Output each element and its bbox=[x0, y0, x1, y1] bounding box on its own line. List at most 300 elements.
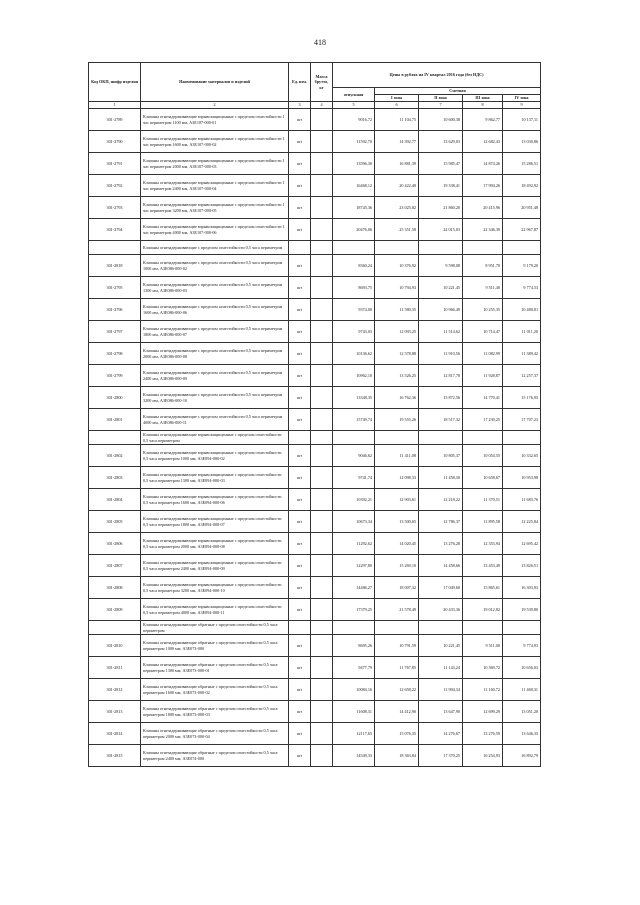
name-cell: Клапаны огнезадерживающие взрывозащищенные с пределом огнестойкости 1 час периметром 2000 мм, А3Е107-000-03 bbox=[141, 153, 289, 175]
zone4-cell: 10 656,03 bbox=[503, 657, 541, 679]
name-cell: Клапаны огнезадерживающие взрывозащищенные с пределом огнестойкости 0,5 часа периметром 3200 мм, А3Е094-000-10 bbox=[141, 577, 289, 599]
unit-cell: шт bbox=[289, 321, 311, 343]
code-cell: 301-2795 bbox=[89, 277, 141, 299]
column-index-cell: 7 bbox=[419, 102, 463, 109]
unit-cell: шт bbox=[289, 255, 311, 277]
zone2-cell: 10 221,45 bbox=[419, 277, 463, 299]
price-cell: 8360,24 bbox=[333, 255, 375, 277]
zone3-cell: 14 874,26 bbox=[463, 153, 503, 175]
zone3-cell: 17 994,26 bbox=[463, 175, 503, 197]
mass-cell bbox=[311, 635, 333, 657]
zone1-cell: 16 881,39 bbox=[375, 153, 419, 175]
price-cell: 10392,21 bbox=[333, 489, 375, 511]
name-cell: Клапаны огнезадерживающие обратные с пределом огнестойкости 0,5 часа периметром 1300 мм, А3Е073-000-01 bbox=[141, 657, 289, 679]
zone1-cell: 25 351,58 bbox=[375, 219, 419, 241]
price-cell: 8693,75 bbox=[333, 277, 375, 299]
zone2-cell: 14 458,66 bbox=[419, 555, 463, 577]
price-cell: 11608,31 bbox=[333, 701, 375, 723]
code-cell: 301-2818 bbox=[89, 255, 141, 277]
zone1-cell: 12 903,61 bbox=[375, 489, 419, 511]
table-row bbox=[89, 723, 541, 745]
zone1-cell: 21 578,49 bbox=[375, 599, 419, 621]
code-cell: 301-2797 bbox=[89, 321, 141, 343]
zone2-cell: 21 860,20 bbox=[419, 197, 463, 219]
name-cell: Клапаны огнезадерживающие взрывозащищенные с пределом огнестойкости 0,5 часа периметром 1600 мм, А3Е094-000-06 bbox=[141, 489, 289, 511]
unit-cell: шт bbox=[289, 299, 311, 321]
code-cell: 301-2789 bbox=[89, 109, 141, 131]
group-empty-cell bbox=[375, 431, 419, 445]
zone1-cell: 19 555,26 bbox=[375, 409, 419, 431]
name-cell: Клапаны огнезадерживающие с пределом огнестойкости 0,5 часа периметром 1800 мм, А3Е086-000-07 bbox=[141, 321, 289, 343]
group-empty-cell bbox=[375, 621, 419, 635]
header-unit: Ед. изм. bbox=[289, 63, 311, 102]
zone3-cell: 15 865,61 bbox=[463, 577, 503, 599]
price-cell: 9046,62 bbox=[333, 445, 375, 467]
zone3-cell: 11 928,87 bbox=[463, 365, 503, 387]
zone1-cell: 12 658,22 bbox=[375, 679, 419, 701]
zone1-cell: 12 098,33 bbox=[375, 467, 419, 489]
name-cell: Клапаны огнезадерживающие взрывозащищенные с пределом огнестойкости 0,5 часа периметром 1300 мм, А3Е094-000-03 bbox=[141, 467, 289, 489]
zone2-cell: 12 786,37 bbox=[419, 511, 463, 533]
table-row bbox=[89, 131, 541, 153]
group-empty-cell bbox=[289, 431, 311, 445]
code-cell: 301-2799 bbox=[89, 365, 141, 387]
unit-cell: шт bbox=[289, 489, 311, 511]
zone3-cell: 17 230,25 bbox=[463, 409, 503, 431]
group-empty-cell bbox=[419, 431, 463, 445]
zone2-cell: 13 629,03 bbox=[419, 131, 463, 153]
code-cell: 301-2794 bbox=[89, 219, 141, 241]
unit-cell: шт bbox=[289, 679, 311, 701]
zone4-cell: 17 707,23 bbox=[503, 409, 541, 431]
mass-cell bbox=[311, 445, 333, 467]
header-otpusknaya: отпускная bbox=[333, 88, 375, 102]
code-cell: 301-2804 bbox=[89, 489, 141, 511]
table-row bbox=[89, 255, 541, 277]
price-cell: 9016,72 bbox=[333, 109, 375, 131]
group-empty-cell bbox=[311, 241, 333, 255]
column-index-cell: 9 bbox=[503, 102, 541, 109]
zone3-cell: 11 160,72 bbox=[463, 679, 503, 701]
table-row bbox=[89, 109, 541, 131]
zone2-cell: 15 985,47 bbox=[419, 153, 463, 175]
zone3-cell: 10 369,72 bbox=[463, 657, 503, 679]
table-row bbox=[89, 277, 541, 299]
zone2-cell: 20 433,36 bbox=[419, 599, 463, 621]
table-row bbox=[89, 197, 541, 219]
table-header bbox=[89, 63, 541, 109]
mass-cell bbox=[311, 343, 333, 365]
price-cell: 14486,27 bbox=[333, 577, 375, 599]
mass-cell bbox=[311, 365, 333, 387]
code-cell: 301-2815 bbox=[89, 745, 141, 767]
header-smetnaya: Сметная bbox=[375, 88, 541, 95]
mass-cell bbox=[311, 153, 333, 175]
zone4-cell: 11 011,20 bbox=[503, 321, 541, 343]
zone4-cell: 9 774,93 bbox=[503, 635, 541, 657]
price-cell: 10084,16 bbox=[333, 679, 375, 701]
price-cell: 9743,03 bbox=[333, 321, 375, 343]
unit-cell: шт bbox=[289, 635, 311, 657]
name-cell: Клапаны огнезадерживающие с пределом огнестойкости 0,5 часа периметром 1300 мм, А3Е086-000-03 bbox=[141, 277, 289, 299]
column-index-cell: 8 bbox=[463, 102, 503, 109]
table-row bbox=[89, 657, 541, 679]
code-cell: 301-2808 bbox=[89, 577, 141, 599]
zone1-cell: 11 580,35 bbox=[375, 299, 419, 321]
zone1-cell: 11 767,85 bbox=[375, 657, 419, 679]
group-empty-cell bbox=[375, 241, 419, 255]
group-empty-cell bbox=[311, 621, 333, 635]
column-index-cell: 6 bbox=[375, 102, 419, 109]
zone2-cell: 11 994,34 bbox=[419, 679, 463, 701]
zone4-cell: 13 646,35 bbox=[503, 723, 541, 745]
group-code-cell bbox=[89, 241, 141, 255]
table-row bbox=[89, 679, 541, 701]
code-cell: 301-2809 bbox=[89, 599, 141, 621]
name-cell: Клапаны огнезадерживающие с пределом огнестойкости 0,5 часа периметром 1000 мм, А3Е086-000-02 bbox=[141, 255, 289, 277]
header-zone-4: IV зона bbox=[503, 95, 541, 102]
unit-cell: шт bbox=[289, 365, 311, 387]
group-empty-cell bbox=[419, 621, 463, 635]
header-zone-3: III зона bbox=[463, 95, 503, 102]
name-cell: Клапаны огнезадерживающие взрывозащищенные с пределом огнестойкости 0,5 часа периметром 2400 мм, А3Е094-000-09 bbox=[141, 555, 289, 577]
name-cell: Клапаны огнезадерживающие с пределом огнестойкости 0,5 часа периметром 4000 мм, А3Е086-000-11 bbox=[141, 409, 289, 431]
column-index-cell: 1 bbox=[89, 102, 141, 109]
unit-cell: шт bbox=[289, 109, 311, 131]
mass-cell bbox=[311, 533, 333, 555]
mass-cell bbox=[311, 679, 333, 701]
name-cell: Клапаны огнезадерживающие взрывозащищенные с пределом огнестойкости 1 час периметром 3200 мм, А3Е107-000-05 bbox=[141, 197, 289, 219]
group-name-cell: Клапаны огнезадерживающие взрывозащищенные с пределом огнестойкости 0,5 часа периметром bbox=[141, 431, 289, 445]
group-empty-cell bbox=[289, 621, 311, 635]
zone4-cell: 11 469,31 bbox=[503, 679, 541, 701]
zone1-cell: 13 526,25 bbox=[375, 365, 419, 387]
zone1-cell: 14 392,77 bbox=[375, 131, 419, 153]
zone2-cell: 11 458,30 bbox=[419, 467, 463, 489]
price-cell: 8695,26 bbox=[333, 635, 375, 657]
group-code-cell bbox=[89, 621, 141, 635]
zone2-cell: 10 966,49 bbox=[419, 299, 463, 321]
group-empty-cell bbox=[419, 241, 463, 255]
price-cell: 11592,70 bbox=[333, 131, 375, 153]
price-cell: 12297,80 bbox=[333, 555, 375, 577]
unit-cell: шт bbox=[289, 533, 311, 555]
zone4-cell: 10 480,81 bbox=[503, 299, 541, 321]
zone3-cell: 14 770,41 bbox=[463, 387, 503, 409]
zone4-cell: 12 695,42 bbox=[503, 533, 541, 555]
name-cell: Клапаны огнезадерживающие обратные с пределом огнестойкости 0,5 часа периметром 1600 мм, А3Е073-000-02 bbox=[141, 679, 289, 701]
code-cell: 301-2810 bbox=[89, 635, 141, 657]
zone4-cell: 15 176,95 bbox=[503, 387, 541, 409]
unit-cell: шт bbox=[289, 387, 311, 409]
table-row bbox=[89, 219, 541, 241]
unit-cell: шт bbox=[289, 277, 311, 299]
zone2-cell: 13 276,28 bbox=[419, 533, 463, 555]
code-cell: 301-2814 bbox=[89, 723, 141, 745]
table-row bbox=[89, 533, 541, 555]
table-row bbox=[89, 387, 541, 409]
group-empty-cell bbox=[463, 431, 503, 445]
table-body bbox=[89, 109, 541, 767]
mass-cell bbox=[311, 109, 333, 131]
zone3-cell: 19 012,82 bbox=[463, 599, 503, 621]
mass-cell bbox=[311, 387, 333, 409]
mass-cell bbox=[311, 599, 333, 621]
table-row bbox=[89, 299, 541, 321]
zone2-cell: 15 872,56 bbox=[419, 387, 463, 409]
zone3-cell: 22 346,39 bbox=[463, 219, 503, 241]
zone3-cell: 9 511,00 bbox=[463, 635, 503, 657]
column-index-cell: 4 bbox=[311, 102, 333, 109]
zone1-cell: 16 762,36 bbox=[375, 387, 419, 409]
code-cell: 301-2793 bbox=[89, 197, 141, 219]
name-cell: Клапаны огнезадерживающие обратные с пределом огнестойкости 0,5 часа периметром 2400 мм, А3Е074-000 bbox=[141, 745, 289, 767]
name-cell: Клапаны огнезадерживающие обратные с пределом огнестойкости 0,5 часа периметром 1800 мм, А3Е073-000-03 bbox=[141, 701, 289, 723]
unit-cell: шт bbox=[289, 701, 311, 723]
code-cell: 301-2800 bbox=[89, 387, 141, 409]
zone2-cell: 17 370,25 bbox=[419, 745, 463, 767]
mass-cell bbox=[311, 131, 333, 153]
table-row bbox=[89, 445, 541, 467]
table-row bbox=[89, 343, 541, 365]
price-cell: 17379,25 bbox=[333, 599, 375, 621]
group-empty-cell bbox=[333, 241, 375, 255]
zone4-cell: 18 492,92 bbox=[503, 175, 541, 197]
price-cell: 16468,12 bbox=[333, 175, 375, 197]
table-row bbox=[89, 701, 541, 723]
table-row bbox=[89, 511, 541, 533]
zone2-cell: 14 276,67 bbox=[419, 723, 463, 745]
zone3-cell: 10 054,55 bbox=[463, 445, 503, 467]
mass-cell bbox=[311, 657, 333, 679]
zone1-cell: 11 104,75 bbox=[375, 109, 419, 131]
unit-cell: шт bbox=[289, 599, 311, 621]
group-row bbox=[89, 431, 541, 445]
zone1-cell: 18 007,32 bbox=[375, 577, 419, 599]
mass-cell bbox=[311, 299, 333, 321]
unit-cell: шт bbox=[289, 197, 311, 219]
zone1-cell: 23 025,82 bbox=[375, 197, 419, 219]
group-empty-cell bbox=[289, 241, 311, 255]
code-cell: 301-2813 bbox=[89, 701, 141, 723]
code-cell: 301-2812 bbox=[89, 679, 141, 701]
code-cell: 301-2796 bbox=[89, 299, 141, 321]
price-cell: 14549,33 bbox=[333, 745, 375, 767]
code-cell: 301-2790 bbox=[89, 131, 141, 153]
zone1-cell: 12 093,25 bbox=[375, 321, 419, 343]
zone2-cell: 18 517,32 bbox=[419, 409, 463, 431]
name-cell: Клапаны огнезадерживающие взрывозащищенные с пределом огнестойкости 0,5 часа периметром 1800 мм, А3Е094-000-07 bbox=[141, 511, 289, 533]
unit-cell: шт bbox=[289, 577, 311, 599]
price-cell: 10136,62 bbox=[333, 343, 375, 365]
mass-cell bbox=[311, 277, 333, 299]
zone3-cell: 13 276,59 bbox=[463, 723, 503, 745]
zone3-cell: 12 699,29 bbox=[463, 701, 503, 723]
group-name-cell: Клапаны огнезадерживающие с пределом огнестойкости 0,5 часа периметром bbox=[141, 241, 289, 255]
price-cell: 12117,65 bbox=[333, 723, 375, 745]
unit-cell: шт bbox=[289, 153, 311, 175]
column-index-cell: 3 bbox=[289, 102, 311, 109]
code-cell: 301-2792 bbox=[89, 175, 141, 197]
zone3-cell: 8 951,70 bbox=[463, 255, 503, 277]
price-cell: 15749,74 bbox=[333, 409, 375, 431]
zone4-cell: 16 892,79 bbox=[503, 745, 541, 767]
page-number: 418 bbox=[314, 38, 326, 47]
mass-cell bbox=[311, 701, 333, 723]
name-cell: Клапаны огнезадерживающие взрывозащищенные с пределом огнестойкости 0,5 часа периметром 4000 мм, А3Е094-000-11 bbox=[141, 599, 289, 621]
zone4-cell: 13 826,51 bbox=[503, 555, 541, 577]
unit-cell: шт bbox=[289, 343, 311, 365]
zone1-cell: 10 376,92 bbox=[375, 255, 419, 277]
name-cell: Клапаны огнезадерживающие с пределом огнестойкости 0,5 часа периметром 2000 мм, А3Е086-000-08 bbox=[141, 343, 289, 365]
mass-cell bbox=[311, 175, 333, 197]
header-zone-2: II зона bbox=[419, 95, 463, 102]
name-cell: Клапаны огнезадерживающие взрывозащищенные с пределом огнестойкости 1 час периметром 1100 мм, А3Е107-000-01 bbox=[141, 109, 289, 131]
mass-cell bbox=[311, 255, 333, 277]
price-cell: 18745,36 bbox=[333, 197, 375, 219]
zone3-cell: 20 415,96 bbox=[463, 197, 503, 219]
zone2-cell: 12 218,22 bbox=[419, 489, 463, 511]
zone2-cell: 10 805,37 bbox=[419, 445, 463, 467]
zone4-cell: 9 774,53 bbox=[503, 277, 541, 299]
name-cell: Клапаны огнезадерживающие взрывозащищенные с пределом огнестойкости 1 час периметром 1600 мм, А3Е107-000-02 bbox=[141, 131, 289, 153]
price-cell: 13348,35 bbox=[333, 387, 375, 409]
table-row bbox=[89, 467, 541, 489]
table-row bbox=[89, 175, 541, 197]
zone3-cell: 10 714,47 bbox=[463, 321, 503, 343]
table-row bbox=[89, 409, 541, 431]
zone3-cell: 11 895,58 bbox=[463, 511, 503, 533]
zone2-cell: 11 143,24 bbox=[419, 657, 463, 679]
zone1-cell: 14 412,90 bbox=[375, 701, 419, 723]
mass-cell bbox=[311, 489, 333, 511]
zone4-cell: 15 286,51 bbox=[503, 153, 541, 175]
zone3-cell: 11 370,51 bbox=[463, 489, 503, 511]
table-row bbox=[89, 555, 541, 577]
unit-cell: шт bbox=[289, 131, 311, 153]
group-empty-cell bbox=[503, 431, 541, 445]
table-row bbox=[89, 153, 541, 175]
code-cell: 301-2807 bbox=[89, 555, 141, 577]
table-row bbox=[89, 321, 541, 343]
code-cell: 301-2806 bbox=[89, 533, 141, 555]
unit-cell: шт bbox=[289, 555, 311, 577]
price-cell: 9477,79 bbox=[333, 657, 375, 679]
table-row bbox=[89, 635, 541, 657]
mass-cell bbox=[311, 219, 333, 241]
mass-cell bbox=[311, 197, 333, 219]
header-code: Код ОКП, шифр изделия bbox=[89, 63, 141, 102]
zone3-cell: 12 353,94 bbox=[463, 533, 503, 555]
price-table bbox=[88, 62, 541, 767]
zone1-cell: 12 578,88 bbox=[375, 343, 419, 365]
name-cell: Клапаны огнезадерживающие с пределом огнестойкости 0,5 часа периметром 1600 мм, А3Е086-000-06 bbox=[141, 299, 289, 321]
table-row bbox=[89, 745, 541, 767]
table-row bbox=[89, 577, 541, 599]
zone1-cell: 10 794,93 bbox=[375, 277, 419, 299]
zone4-cell: 9 179,20 bbox=[503, 255, 541, 277]
code-cell: 301-2811 bbox=[89, 657, 141, 679]
group-code-cell bbox=[89, 431, 141, 445]
unit-cell: шт bbox=[289, 745, 311, 767]
zone2-cell: 11 910,56 bbox=[419, 343, 463, 365]
table-row bbox=[89, 365, 541, 387]
name-cell: Клапаны огнезадерживающие с пределом огнестойкости 0,5 часа периметром 2400 мм, А3Е086-000-09 bbox=[141, 365, 289, 387]
unit-cell: шт bbox=[289, 511, 311, 533]
price-cell: 10673,34 bbox=[333, 511, 375, 533]
mass-cell bbox=[311, 321, 333, 343]
code-cell: 301-2801 bbox=[89, 409, 141, 431]
group-empty-cell bbox=[333, 431, 375, 445]
name-cell: Клапаны огнезадерживающие взрывозащищенные с пределом огнестойкости 1 час периметром 2400 мм, А3Е107-000-04 bbox=[141, 175, 289, 197]
price-cell: 10962,10 bbox=[333, 365, 375, 387]
zone3-cell: 9 511,40 bbox=[463, 277, 503, 299]
zone4-cell: 12 225,84 bbox=[503, 511, 541, 533]
zone4-cell: 13 051,20 bbox=[503, 701, 541, 723]
unit-cell: шт bbox=[289, 723, 311, 745]
column-index-row bbox=[89, 102, 541, 109]
zone4-cell: 12 257,37 bbox=[503, 365, 541, 387]
zone3-cell: 10 255,35 bbox=[463, 299, 503, 321]
mass-cell bbox=[311, 511, 333, 533]
group-row bbox=[89, 621, 541, 635]
zone2-cell: 24 015,03 bbox=[419, 219, 463, 241]
zone4-cell: 10 953,98 bbox=[503, 467, 541, 489]
zone3-cell: 13 453,49 bbox=[463, 555, 503, 577]
unit-cell: шт bbox=[289, 445, 311, 467]
unit-cell: шт bbox=[289, 175, 311, 197]
zone4-cell: 20 951,48 bbox=[503, 197, 541, 219]
price-cell: 13596,30 bbox=[333, 153, 375, 175]
zone4-cell: 11 389,42 bbox=[503, 343, 541, 365]
zone1-cell: 13 500,65 bbox=[375, 511, 419, 533]
mass-cell bbox=[311, 467, 333, 489]
group-empty-cell bbox=[311, 431, 333, 445]
group-row bbox=[89, 241, 541, 255]
name-cell: Клапаны огнезадерживающие обратные с пределом огнестойкости 0,5 часа периметром 1000 мм, А3Е073-000 bbox=[141, 635, 289, 657]
price-cell: 11292,62 bbox=[333, 533, 375, 555]
unit-cell: шт bbox=[289, 409, 311, 431]
zone3-cell: 16 254,93 bbox=[463, 745, 503, 767]
zone4-cell: 10 137,11 bbox=[503, 109, 541, 131]
code-cell: 301-2791 bbox=[89, 153, 141, 175]
name-cell: Клапаны огнезадерживающие обратные с пределом огнестойкости 0,5 часа периметром 2000 мм, А3Е073-000-04 bbox=[141, 723, 289, 745]
unit-cell: шт bbox=[289, 467, 311, 489]
zone2-cell: 12 817,78 bbox=[419, 365, 463, 387]
name-cell: Клапаны огнезадерживающие взрывозащищенные с пределом огнестойкости 0,5 часа периметром 2000 мм, А3Е094-000-08 bbox=[141, 533, 289, 555]
zone3-cell: 10 658,67 bbox=[463, 467, 503, 489]
zone4-cell: 11 683,76 bbox=[503, 489, 541, 511]
zone2-cell: 10 221,45 bbox=[419, 635, 463, 657]
name-cell: Клапаны огнезадерживающие с пределом огнестойкости 0,5 часа периметром 3200 мм, А3Е086-000-10 bbox=[141, 387, 289, 409]
header-zone-1: I зона bbox=[375, 95, 419, 102]
code-cell: 301-2798 bbox=[89, 343, 141, 365]
zone4-cell: 22 967,87 bbox=[503, 219, 541, 241]
column-index-cell: 5 bbox=[333, 102, 375, 109]
zone2-cell: 11 514,62 bbox=[419, 321, 463, 343]
code-cell: 301-2803 bbox=[89, 467, 141, 489]
zone4-cell: 10 332,65 bbox=[503, 445, 541, 467]
zone2-cell: 13 647,90 bbox=[419, 701, 463, 723]
zone1-cell: 15 076,35 bbox=[375, 723, 419, 745]
zone4-cell: 16 303,93 bbox=[503, 577, 541, 599]
unit-cell: шт bbox=[289, 657, 311, 679]
zone2-cell: 9 598,08 bbox=[419, 255, 463, 277]
mass-cell bbox=[311, 555, 333, 577]
mass-cell bbox=[311, 723, 333, 745]
zone1-cell: 20 422,40 bbox=[375, 175, 419, 197]
unit-cell: шт bbox=[289, 219, 311, 241]
